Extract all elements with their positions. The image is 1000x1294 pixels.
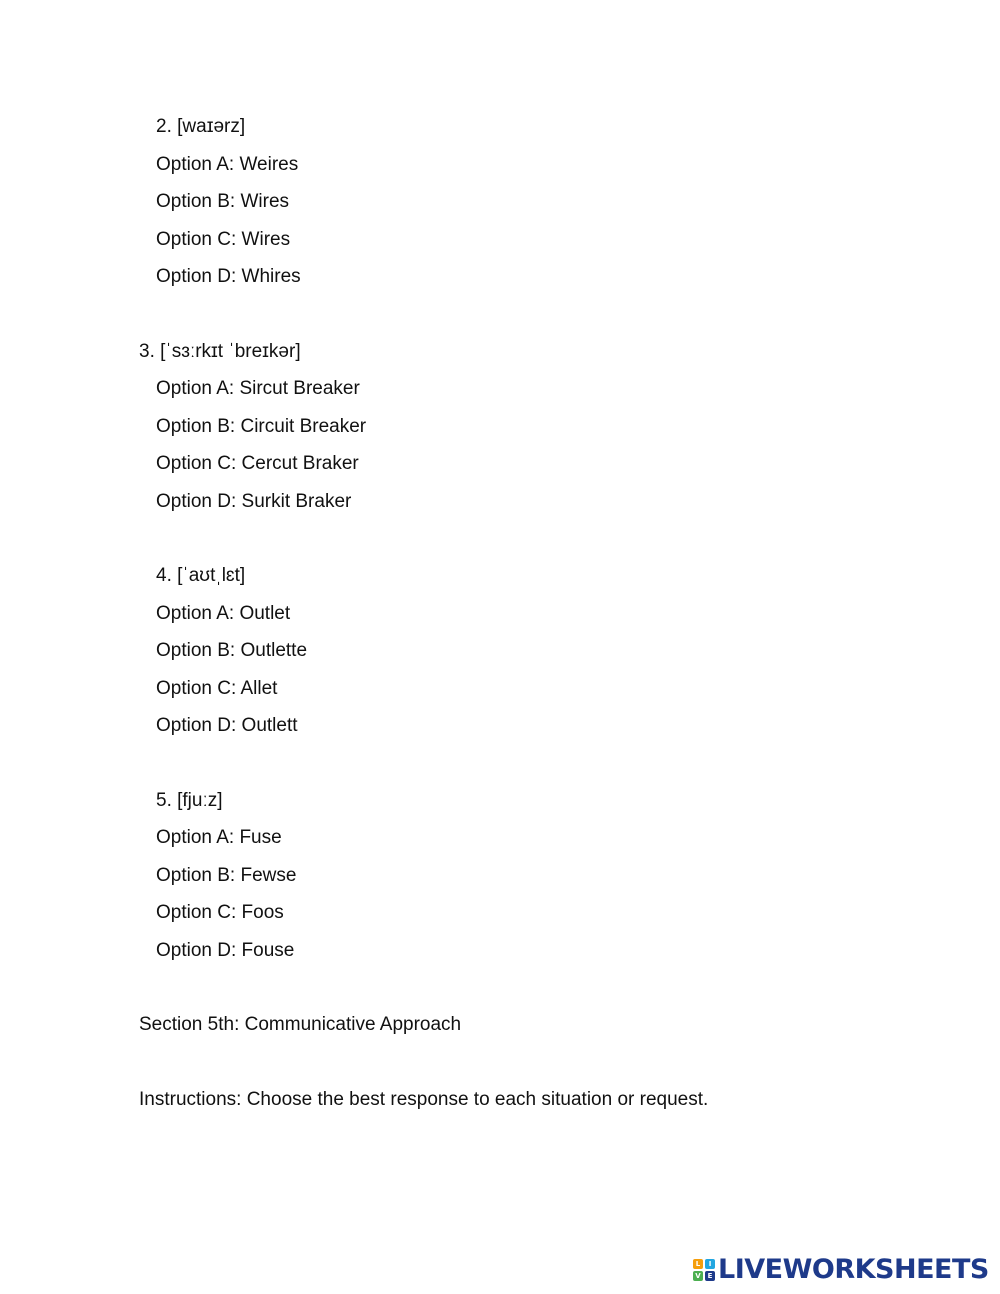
question-4-option-d: Option D: Outlett xyxy=(156,715,298,736)
question-2-prompt: 2. [waɪərz] xyxy=(156,116,246,137)
question-3-prompt: 3. [ˈsɜːrkɪt ˈbreɪkər] xyxy=(139,341,301,362)
brand-mark-icon xyxy=(693,1259,715,1281)
question-2-option-b: Option B: Wires xyxy=(156,191,290,212)
question-4-option-c: Option C: Allet xyxy=(156,678,278,699)
question-2-option-a: Option A: Weires xyxy=(156,154,299,175)
brand-name: LIVEWORKSHEETS xyxy=(718,1254,989,1285)
question-3-option-b: Option B: Circuit Breaker xyxy=(156,416,367,437)
question-5-option-d: Option D: Fouse xyxy=(156,940,295,961)
brand-mark-e: E xyxy=(705,1271,715,1281)
question-5-option-c: Option C: Foos xyxy=(156,902,284,923)
question-4-option-b: Option B: Outlette xyxy=(156,640,308,661)
brand-mark-l: L xyxy=(693,1259,703,1269)
question-4-prompt: 4. [ˈaʊtˌlɛt] xyxy=(156,565,246,586)
section-instructions: Instructions: Choose the best response to each situation or request. xyxy=(139,1089,709,1110)
question-5-option-b: Option B: Fewse xyxy=(156,865,297,886)
section-title: Section 5th: Communicative Approach xyxy=(139,1014,462,1035)
question-4-option-a: Option A: Outlet xyxy=(156,603,291,624)
question-2-option-c: Option C: Wires xyxy=(156,229,291,250)
question-3-option-a: Option A: Sircut Breaker xyxy=(156,378,360,399)
liveworksheets-logo[interactable] xyxy=(693,1253,989,1287)
question-5-prompt: 5. [fjuːz] xyxy=(156,790,223,811)
question-5-option-a: Option A: Fuse xyxy=(156,827,282,848)
brand-mark-v: V xyxy=(693,1271,703,1281)
question-3-option-d: Option D: Surkit Braker xyxy=(156,491,352,512)
question-2-option-d: Option D: Whires xyxy=(156,266,301,287)
brand-mark-i: I xyxy=(705,1259,715,1269)
question-3-option-c: Option C: Cercut Braker xyxy=(156,453,359,474)
